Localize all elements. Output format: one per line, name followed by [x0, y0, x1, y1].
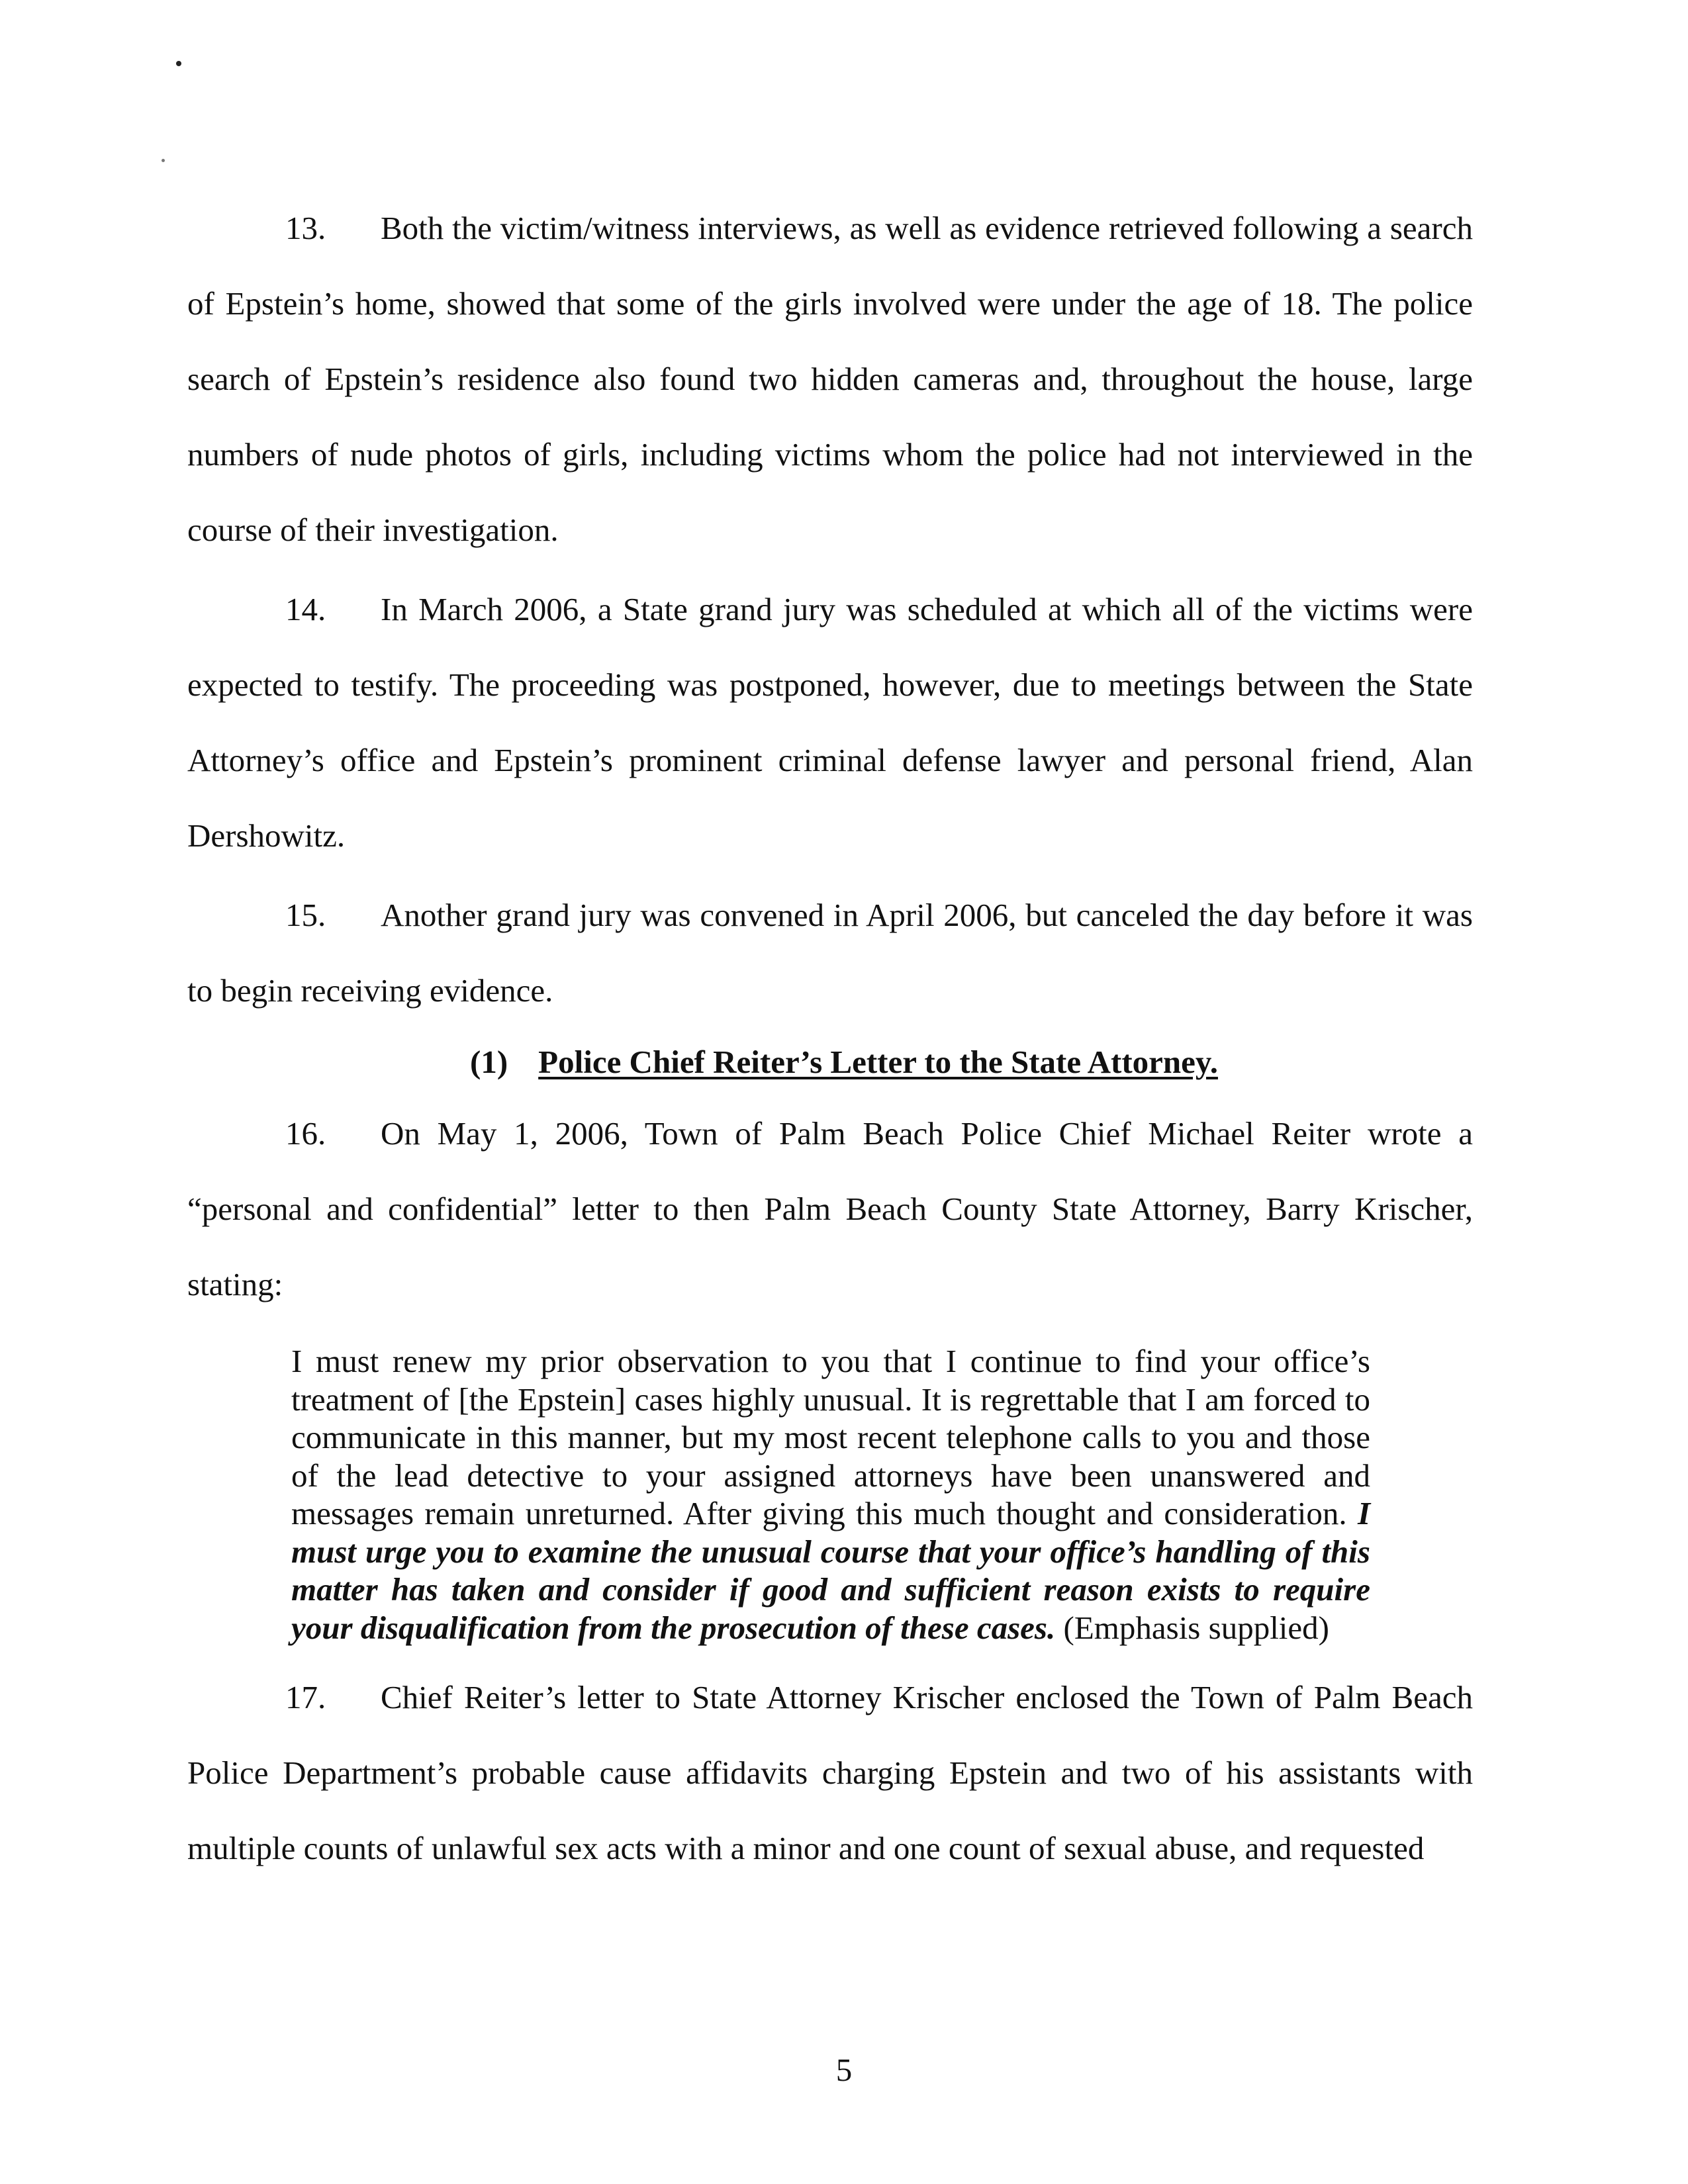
section-heading-title: Police Chief Reiter’s Letter to the State Attorney. — [538, 1044, 1218, 1080]
quote-text: I must renew my prior observation to you that I continue to find your office’s treatment of [the Epstein] cases highly unusual. It is regrettable that I am forced to communicate in this manner, but my most recent telephone calls to you and those of the lead detective to your assigned attorneys have been unanswered and messages remain unreturned. After giving this much thought and consideration. — [291, 1343, 1370, 1531]
paragraph-text: Another grand jury was convened in April 2006, but canceled the day before it was to begin receiving evidence. — [187, 897, 1473, 1009]
paragraph-15 — [187, 878, 1473, 1028]
paragraph-17 — [187, 1660, 1473, 1886]
paragraph-number: 15. — [285, 897, 326, 933]
paragraph-14 — [187, 572, 1473, 874]
paragraph-text: On May 1, 2006, Town of Palm Beach Police Chief Michael Reiter wrote a “personal and confidential” letter to then Palm Beach County State Attorney, Barry Krischer, stating: — [187, 1115, 1473, 1302]
paragraph-16 — [187, 1096, 1473, 1322]
scan-speck — [162, 159, 165, 162]
paragraph-text: Chief Reiter’s letter to State Attorney Krischer enclosed the Town of Palm Beach Police Department’s probable cause affidavits charging Epstein and two of his assistants with multiple counts of unlawful sex acts with a minor and one count of sexual abuse, and requested — [187, 1679, 1473, 1866]
quote-note: (Emphasis supplied) — [1063, 1609, 1329, 1646]
section-heading — [0, 1024, 1688, 1100]
paragraph-text: In March 2006, a State grand jury was scheduled at which all of the victims were expected to testify. The proceeding was postponed, however, due to meetings between the State Attorney’s office and Epstein’s prominent criminal defense lawyer and personal friend, Alan Dershowitz. — [187, 591, 1473, 854]
quote-emphasis: I must urge you to examine the unusual course that your office’s handling of this matter has taken and consider if good and sufficient reason exists to require your disqualification from the prosecution of these cases. — [291, 1495, 1371, 1646]
paragraph-number: 17. — [285, 1679, 326, 1715]
scan-speck — [176, 61, 181, 66]
paragraph-number: 13. — [285, 210, 326, 246]
paragraph-number: 16. — [285, 1115, 326, 1152]
paragraph-text: Both the victim/witness interviews, as well as evidence retrieved following a search of Epstein’s home, showed that some of the girls involved were under the age of 18. The police search of Epstein’s residence also found two hidden cameras and, throughout the house, large numbers of nude photos of girls, including victims whom the police had not interviewed in the course of their investigation. — [187, 210, 1473, 548]
section-heading-number: (1) — [470, 1044, 508, 1080]
block-quote — [291, 1342, 1370, 1647]
paragraph-13 — [187, 191, 1473, 568]
page-number: 5 — [835, 2052, 853, 2088]
paragraph-number: 14. — [285, 591, 326, 627]
